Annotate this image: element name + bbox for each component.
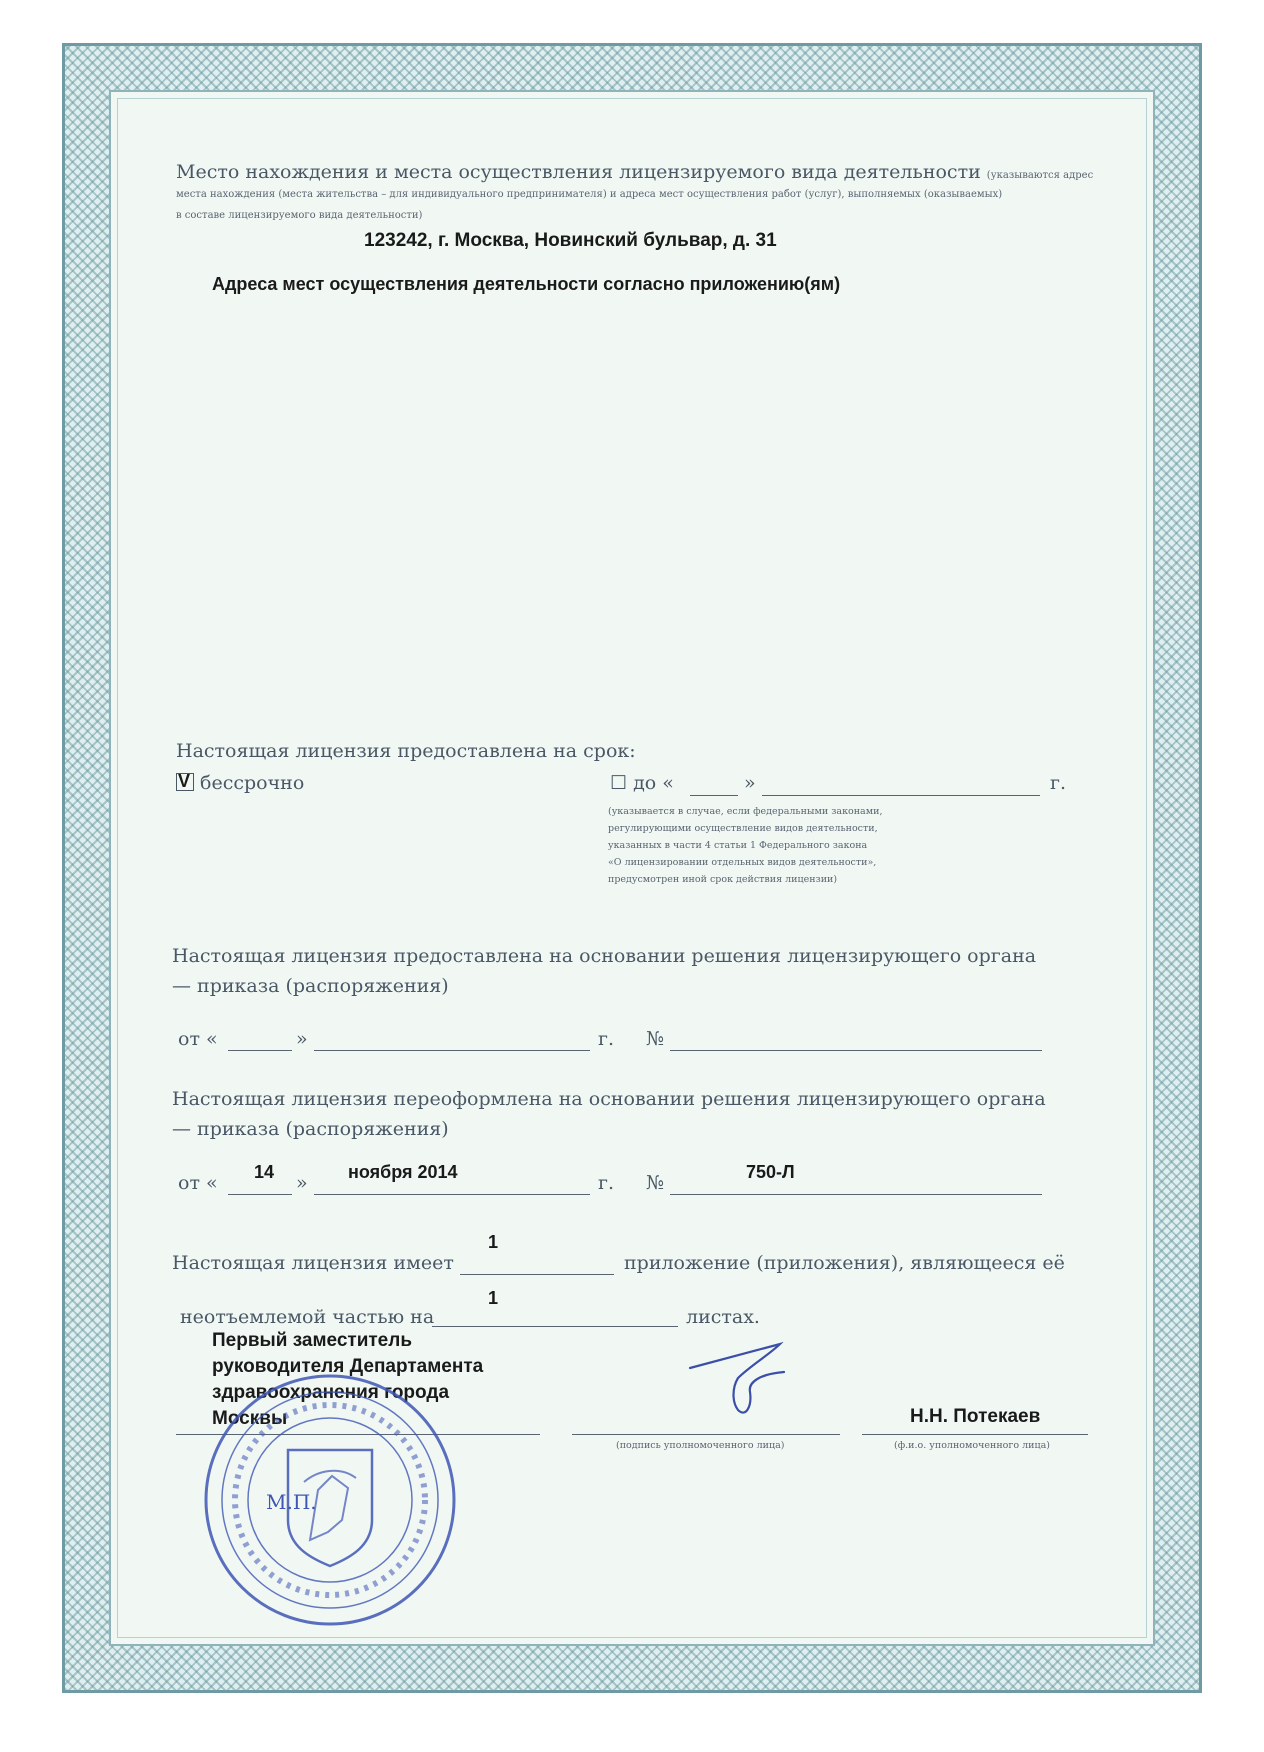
reissue-number-sign: №: [646, 1172, 664, 1194]
appendix-text-1a: Настоящая лицензия имеет: [172, 1252, 454, 1274]
name-line: [862, 1434, 1088, 1435]
term-note-5: предусмотрен иной срок действия лицензии): [608, 874, 838, 885]
reissue-number: 750-Л: [746, 1162, 795, 1182]
reissue-from: от «: [178, 1172, 218, 1194]
reissue-year: г.: [598, 1172, 614, 1194]
signer-position-2: руководителя Департамента: [212, 1356, 484, 1377]
appendix-sheets: 1: [488, 1288, 499, 1308]
header-note-line2: места нахождения (места жительства – для индивидуального предпринимателя) и адреса мест осуществления работ (услуг), выполняемых (оказываемых): [176, 189, 1003, 200]
reissue-day: 14: [254, 1162, 275, 1182]
signer-position-1: Первый заместитель: [212, 1330, 413, 1351]
until-day-line: [690, 795, 738, 796]
address-line: 123242, г. Москва, Новинский бульвар, д. 31: [364, 230, 777, 251]
grant-day-line: [228, 1050, 292, 1051]
reissue-number-line: [670, 1194, 1042, 1195]
grant-text-1: Настоящая лицензия предоставлена на основании решения лицензирующего органа: [172, 945, 1037, 967]
appendix-sheets-line: [432, 1326, 678, 1327]
term-note-4: «О лицензировании отдельных видов деятельности»,: [608, 857, 877, 868]
name-caption: (ф.и.о. уполномоченного лица): [894, 1440, 1050, 1451]
reissue-from-close: »: [296, 1172, 308, 1194]
until-date-line: [762, 795, 1040, 796]
until-year: г.: [1050, 772, 1066, 794]
term-note-1: (указывается в случае, если федеральными законами,: [608, 806, 883, 817]
handwritten-signature: [680, 1330, 810, 1430]
address-note: Адреса мест осуществления деятельности согласно приложению(ям): [212, 274, 841, 294]
appendix-text-2b: листах.: [686, 1306, 760, 1328]
grant-number-line: [670, 1050, 1042, 1051]
reissue-text-2: — приказа (распоряжения): [172, 1118, 449, 1140]
signer-name: Н.Н. Потекаев: [910, 1406, 1041, 1427]
signature-line: [572, 1434, 840, 1435]
seal-place-mark: М.П.: [266, 1490, 317, 1514]
reissue-date-line: [314, 1194, 590, 1195]
header-title: Место нахождения и места осуществления лицензируемого вида деятельности (указываются адрес: [176, 161, 1094, 183]
grant-text-2: — приказа (распоряжения): [172, 975, 449, 997]
grant-from: от «: [178, 1028, 218, 1050]
term-unlimited: [176, 772, 304, 794]
check-mark: V: [178, 771, 191, 791]
header-note: (указываются адрес: [986, 170, 1094, 181]
until-quote: »: [744, 772, 756, 794]
reissue-text-1: Настоящая лицензия переоформлена на основании решения лицензирующего органа: [172, 1088, 1046, 1110]
official-seal: [200, 1370, 460, 1630]
term-heading: Настоящая лицензия предоставлена на срок:: [176, 740, 636, 762]
grant-date-line: [314, 1050, 590, 1051]
grant-year: г.: [598, 1028, 614, 1050]
signer-position-3: здравоохранения города: [212, 1382, 450, 1403]
unlimited-checkbox[interactable]: [176, 773, 194, 791]
grant-number-sign: №: [646, 1028, 664, 1050]
reissue-day-line: [228, 1194, 292, 1195]
header-note-line3: в составе лицензируемого вида деятельности): [176, 210, 423, 221]
appendix-count-line: [460, 1274, 614, 1275]
signer-position-4: Москвы: [212, 1408, 288, 1429]
grant-from-close: »: [296, 1028, 308, 1050]
appendix-count: 1: [488, 1232, 499, 1252]
term-until: ☐ до «: [610, 772, 674, 794]
unlimited-label: бессрочно: [200, 772, 305, 794]
appendix-text-2a: неотъемлемой частью на: [180, 1306, 435, 1328]
appendix-text-1b: приложение (приложения), являющееся её: [624, 1252, 1065, 1274]
term-note-2: регулирующими осуществление видов деятельности,: [608, 823, 878, 834]
term-note-3: указанных в части 4 статьи 1 Федерального закона: [608, 840, 868, 851]
signature-caption: (подпись уполномоченного лица): [616, 1440, 785, 1451]
reissue-month-year: ноября 2014: [348, 1162, 458, 1182]
